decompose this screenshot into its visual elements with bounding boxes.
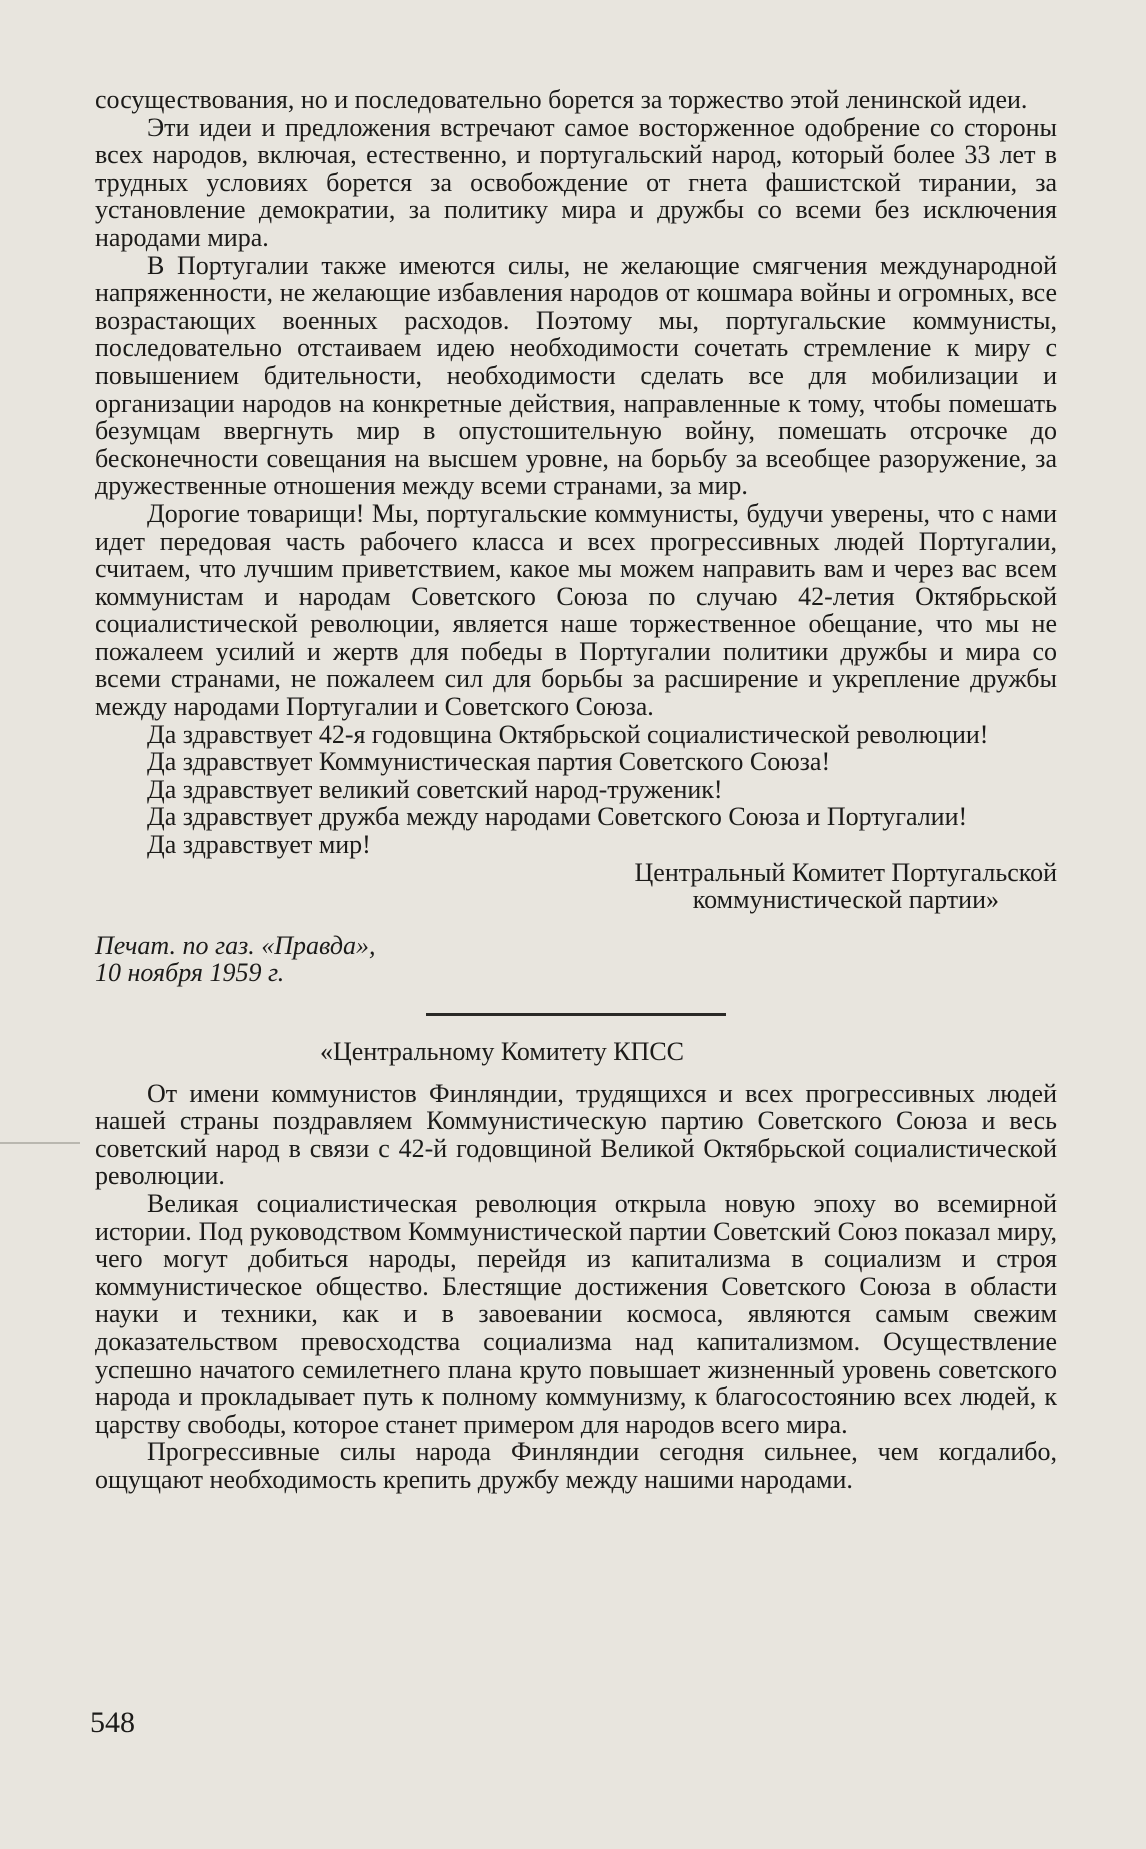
signature-line-2: коммунистической партии»	[692, 885, 999, 915]
source-line-2: 10 ноября 1959 г.	[95, 958, 285, 988]
paragraph: В Португалии также имеются силы, не желающие смягчения международной напряженности, не желающие избавления народов от кошмара войны и огромных, все возрастающих военных расходов. Поэтому мы, португальские коммунисты, последовательно отстаиваем идею необходимости сочетать стремление к миру с повышением бдительности, необходимости сделать все для мобилизации и организации народов на конкретные действия, направленные к тому, чтобы помешать безумцам ввергнуть мир в опустошительную войну, помешать отсрочке до бесконечности совещания на высшем уровне, на борьбу за всеобщее разоружение, за дружественные отношения между всеми странами, за мир.	[95, 250, 1057, 501]
source-note	[95, 932, 1057, 987]
page-number: 548	[90, 1706, 135, 1739]
paragraph: сосуществования, но и последовательно борется за торжество этой ленинской идеи.	[95, 85, 1028, 114]
slogan: Да здравствует великий советский народ-труженик!	[147, 774, 723, 804]
paragraph: От имени коммунистов Финляндии, трудящихся и всех прогрессивных людей нашей страны поздравляем Коммунистическую партию Советского Союза и весь советский народ в связи с 42-й годовщиной Великой Октябрьской социалистической революции.	[95, 1078, 1057, 1191]
paragraph: Прогрессивные силы народа Финляндии сегодня сильнее, чем когдалибо, ощущают необходимость крепить дружбу между нашими народами.	[95, 1437, 1057, 1494]
paragraph: Великая социалистическая революция открыла новую эпоху во всемирной истории. Под руководством Коммунистической партии Советский Союз показал миру, чего могут добиться народы, перейдя из капитализма в социализм и строя коммунистическое общество. Блестящие достижения Советского Союза в области науки и техники, как и в завоевании космоса, являются самым свежим доказательством превосходства социализма над капитализмом. Осуществление успешно начатого семилетнего плана круто повышает жизненный уровень советского народа и прокладывает путь к полному коммунизму, к благосостоянию всех людей, к царству свободы, которое станет примером для народов всего мира.	[95, 1188, 1057, 1439]
signature-line-1: Центральный Комитет Португальской	[634, 857, 1057, 887]
slogan: Да здравствует дружба между народами Советского Союза и Португалии!	[147, 802, 968, 832]
slogan: Да здравствует 42-я годовщина Октябрьской социалистической революции!	[147, 719, 989, 749]
section-divider	[426, 1013, 726, 1016]
slogan: Да здравствует мир!	[147, 830, 371, 860]
text-column	[95, 86, 1057, 1494]
slogan: Да здравствует Коммунистическая партия Советского Союза!	[147, 747, 831, 777]
paragraph: Дорогие товарищи! Мы, португальские коммунисты, будучи уверены, что с нами идет передовая часть рабочего класса и всех прогрессивных людей Португалии, считаем, что лучшим приветствием, какое мы можем направить вам и через вас всем коммунистам и народам Советского Союза по случаю 42-летия Октябрьской социалистической революции, является наше торжественное обещание, что мы не пожалеем усилий и жертв для победы в Португалии политики дружбы и мира со всеми странами, не пожалеем сил для борьбы за расширение и укрепление дружбы между народами Португалии и Советского Союза.	[95, 498, 1057, 722]
margin-mark	[0, 1142, 80, 1144]
paragraph: Эти идеи и предложения встречают самое восторженное одобрение со стороны всех народов, включая, естественно, и португальский народ, который более 33 лет в трудных условиях борется за освобождение от гнета фашистской тирании, за установление демократии, за политику мира и дружбы со всеми без исключения народами мира.	[95, 112, 1057, 252]
source-line-1: Печат. по газ. «Правда»,	[95, 930, 376, 960]
address-line: «Центральному Комитету КПСС	[320, 1037, 685, 1066]
signature	[95, 859, 1057, 914]
